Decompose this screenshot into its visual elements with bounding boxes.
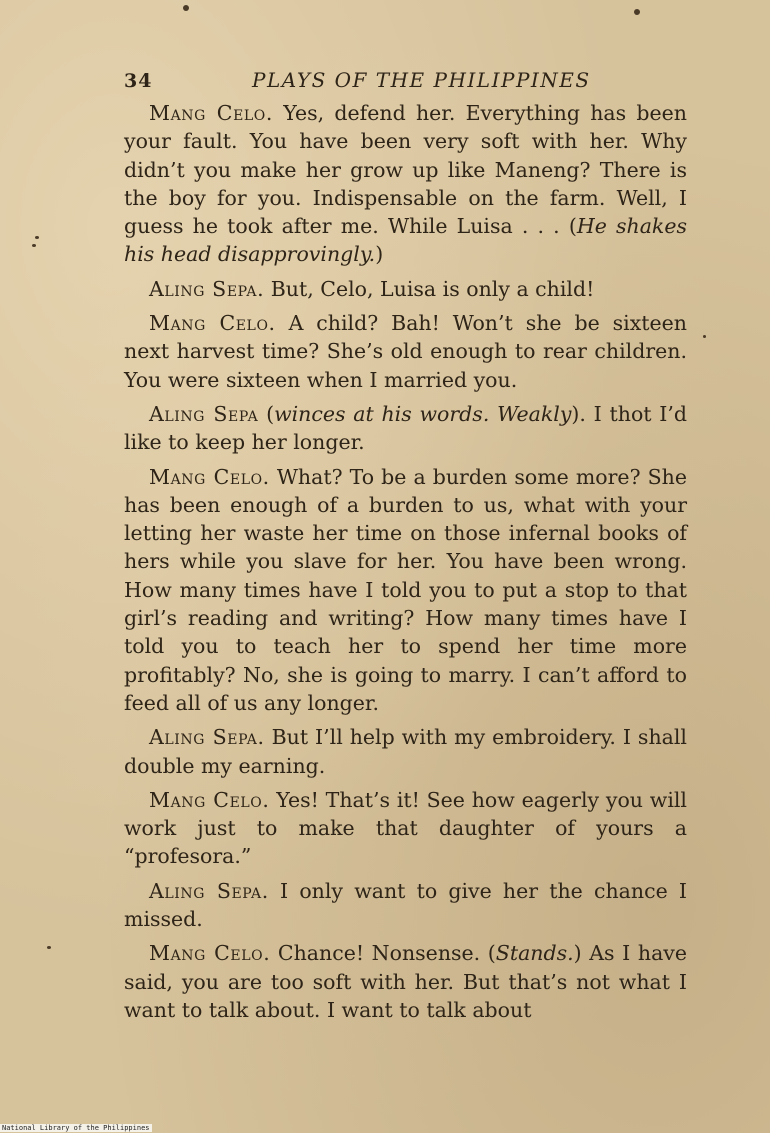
dialogue-text: ). I thot I’d like to keep her longer. (124, 401, 688, 455)
speaker-name: Aling Sepa. (149, 878, 269, 903)
stage-direction: He shakes his head disapprovingly. (124, 214, 687, 267)
page-number: 34 (124, 70, 153, 92)
dialogue-paragraph (124, 786, 687, 871)
dialogue-text: Chance! Nonsense. ( (270, 941, 496, 966)
dialogue-paragraph (124, 723, 687, 780)
dialogue-text: ) As I have said, you are too soft with her. But that’s not what I want to talk about. I want to talk about (124, 941, 687, 1022)
speaker-name: Aling Sepa (149, 401, 259, 426)
dialogue-text: A child? Bah! Won’t she be sixteen next harvest time? She’s old enough to rear children. You were sixteen when I married you. (124, 311, 687, 392)
stage-direction: Stands. (495, 941, 574, 966)
dialogue-paragraph (124, 939, 687, 1024)
dialogue-paragraph (124, 400, 687, 457)
speaker-name: Aling Sepa. (149, 725, 265, 750)
speaker-name: Mang Celo. (149, 101, 273, 125)
dialogue-text: But, Celo, Luisa is only a child! (264, 276, 595, 301)
running-header (124, 68, 686, 98)
speaker-name: Mang Celo. (149, 941, 271, 966)
dialogue-paragraph (124, 275, 687, 303)
paper-speck (32, 244, 36, 247)
dialogue-text: Yes, defend her. Everything has been your fault. You have been very soft with her. Why didn’t you make her grow up like Maneng? There is the boy for you. Indispensable on the farm. Well, I guess he took after me. While Luisa . . . (124, 101, 687, 239)
dialogue-paragraph (124, 463, 687, 718)
paper-speck (634, 9, 640, 15)
paper-speck (703, 335, 706, 338)
speaker-name: Mang Celo. (149, 787, 270, 812)
dialogue-text: But I’ll help with my embroidery. I shall double my earning. (124, 725, 687, 778)
speaker-name: Mang Celo. (149, 464, 270, 489)
dialogue-paragraph (124, 877, 687, 934)
dialogue-text: I only want to give her the chance I missed. (124, 878, 687, 932)
dialogue-text: ( (568, 214, 577, 239)
dialogue-paragraph (124, 99, 687, 269)
dialogue-text: What? To be a burden some more? She has been enough of a burden to us, what with your letting her waste her time on those infernal books of hers while you slave for her. You have been wrong. How many times have I told you to put a stop to that girl’s reading and writing? How many times have I told you to teach her to spend her time more profitably? No, she is going to marry. I can’t afford to feed all of us any longer. (124, 464, 687, 715)
paper-speck (35, 236, 39, 239)
speaker-name: Aling Sepa. (149, 276, 265, 301)
dialogue-text: ) (375, 242, 384, 267)
paper-speck (47, 946, 51, 949)
running-title: PLAYS OF THE PHILIPPINES (252, 68, 591, 92)
dialogue-paragraph (124, 309, 687, 394)
speaker-name: Mang Celo. (149, 311, 276, 336)
dialogue-text: Yes! That’s it! See how eagerly you will work just to make that daughter of yours a “profesora.” (124, 787, 687, 869)
library-footer: National Library of the Philippines (2, 1124, 150, 1132)
paper-speck (183, 5, 189, 11)
dialogue-text: ( (258, 401, 275, 426)
stage-direction: winces at his words. Weakly (274, 401, 572, 426)
play-text (124, 99, 687, 1030)
